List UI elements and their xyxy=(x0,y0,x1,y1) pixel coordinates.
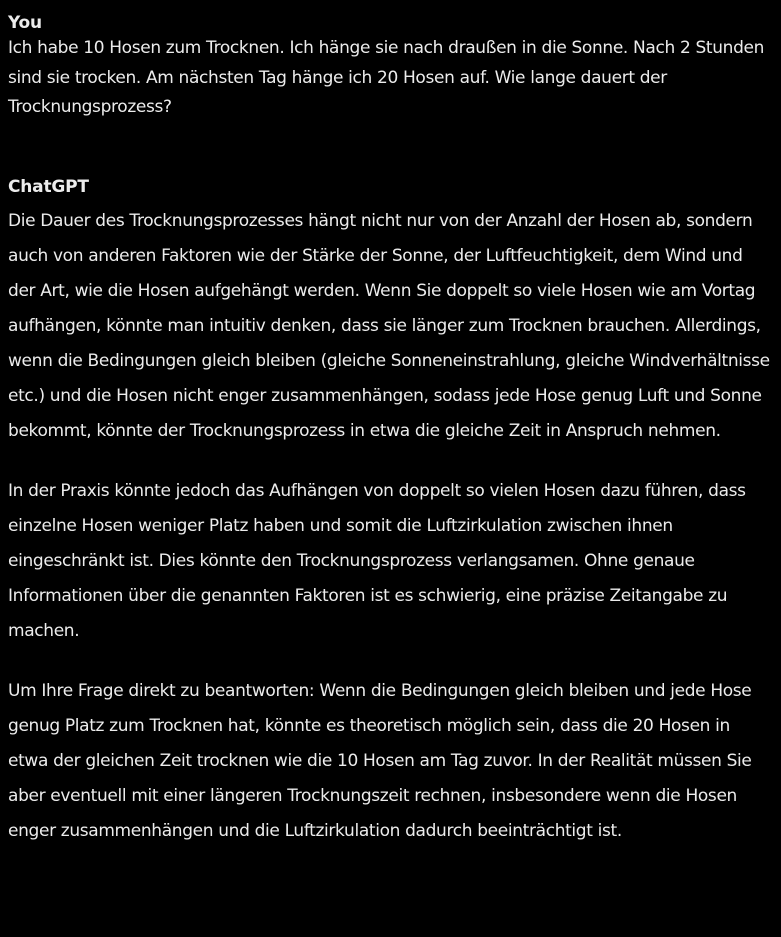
user-message-text: Ich habe 10 Hosen zum Trocknen. Ich hänge sie nach draußen in die Sonne. Nach 2 Stunden sind sie trocken. Am nächsten Tag hänge ich 20 Hosen auf. Wie lange dauert der Trocknungsprozess? xyxy=(8,38,765,117)
assistant-paragraph-2: In der Praxis könnte jedoch das Aufhängen von doppelt so vielen Hosen dazu führen, dass einzelne Hosen weniger Platz haben und somit die Luftzirkulation zwischen ihnen eingeschränkt ist. Dies könnte den Trocknungsprozess verlangsamen. Ohne genaue Informationen über die genannten Faktoren ist es schwierig, eine präzise Zeitangabe zu machen. xyxy=(8,480,746,641)
assistant-message xyxy=(8,176,773,849)
assistant-paragraph-1: Die Dauer des Trocknungsprozesses hängt nicht nur von der Anzahl der Hosen ab, sondern auch von anderen Faktoren wie der Stärke der Sonne, der Luftfeuchtigkeit, dem Wind und der Art, wie die Hosen aufgehängt werden. Wenn Sie doppelt so viele Hosen wie am Vortag aufhängen, könnte man intuitiv denken, dass sie länger zum Trocknen brauchen. Allerdings, wenn die Bedingungen gleich bleiben (gleiche Sonneneinstrahlung, gleiche Windverhältnisse etc.) und die Hosen nicht enger zusammenhängen, sodass jede Hose genug Luft und Sonne bekommt, könnte der Trocknungsprozess in etwa die gleiche Zeit in Anspruch nehmen. xyxy=(8,210,770,441)
user-message xyxy=(8,12,773,123)
assistant-paragraph-3: Um Ihre Frage direkt zu beantworten: Wenn die Bedingungen gleich bleiben und jede Hose genug Platz zum Trocknen hat, könnte es theoretisch möglich sein, dass die 20 Hosen in etwa der gleichen Zeit trocknen wie die 10 Hosen am Tag zuvor. In der Realität müssen Sie aber eventuell mit einer längeren Trocknungszeit rechnen, insbesondere wenn die Hosen enger zusammenhängen und die Luftzirkulation dadurch beeinträchtigt ist. xyxy=(8,680,752,841)
assistant-author-label: ChatGPT xyxy=(8,176,89,197)
user-author-label: You xyxy=(8,13,42,33)
